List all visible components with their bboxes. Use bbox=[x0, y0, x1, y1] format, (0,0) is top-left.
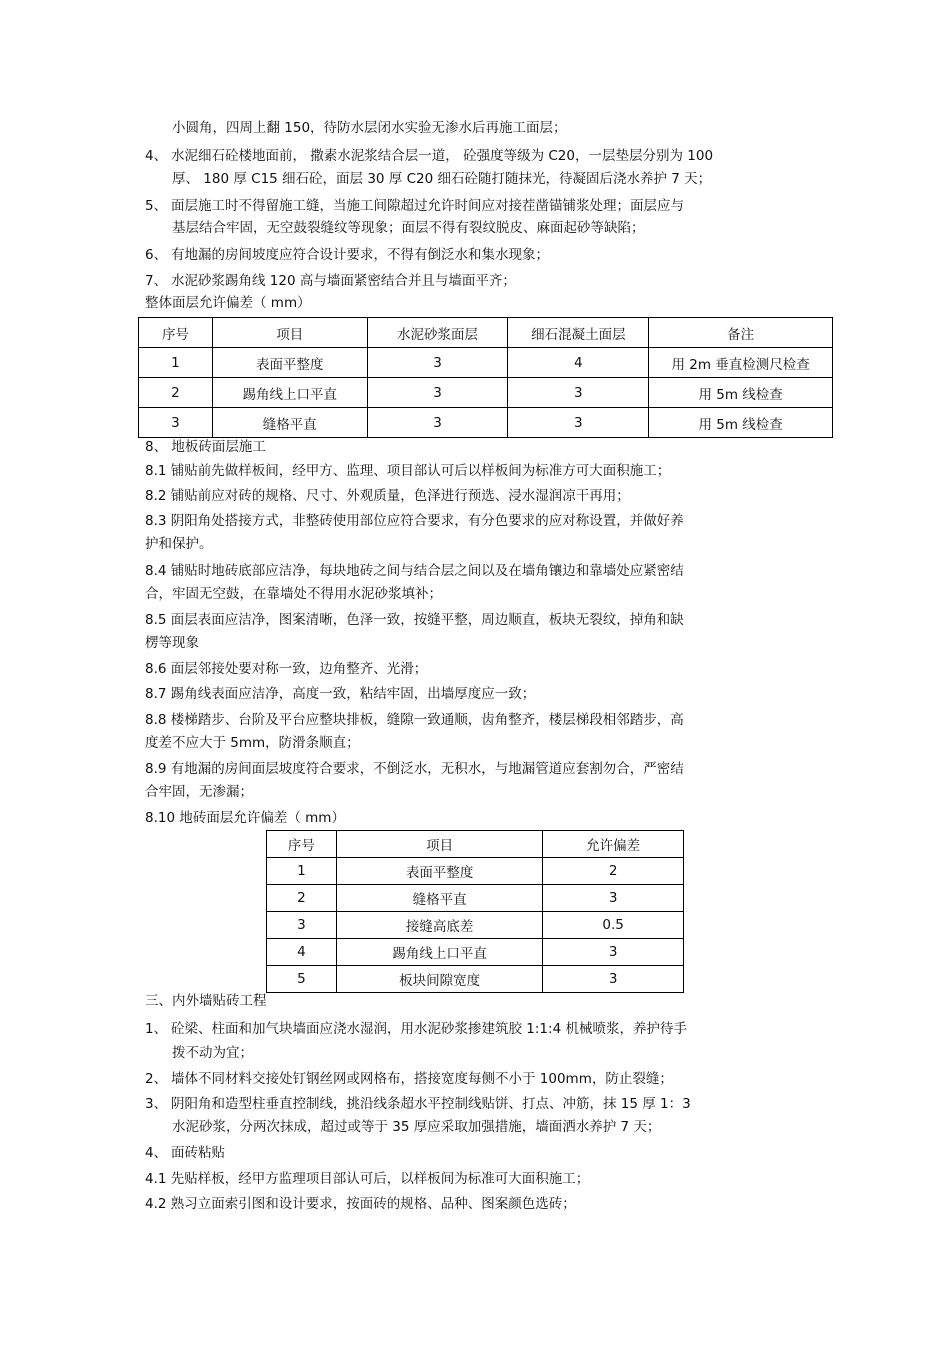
list-item bbox=[145, 1019, 687, 1039]
table-cell: 3 bbox=[543, 885, 684, 912]
paragraph-line: 合，牢固无空鼓，在靠墙处不得用水泥砂浆填补； bbox=[145, 586, 442, 602]
table-cell: 踢角线上口平直 bbox=[212, 378, 367, 408]
list-item bbox=[145, 146, 713, 166]
table-row bbox=[139, 378, 833, 408]
item-number: 4、 bbox=[145, 1145, 168, 1161]
table-cell: 5 bbox=[267, 966, 337, 993]
paragraph-line: 8.7 踢角线表面应洁净，高度一致，粘结牢固，出墙厚度应一致； bbox=[145, 686, 536, 702]
table-cell: 3 bbox=[139, 408, 213, 438]
paragraph-line: 4.2 熟习立面索引图和设计要求，按面砖的规格、品种、图案颜色选砖； bbox=[145, 1196, 576, 1212]
item-text-cont: 拨不动为宜； bbox=[172, 1045, 253, 1061]
item-number: 4、 bbox=[145, 148, 168, 164]
table-cell: 表面平整度 bbox=[336, 858, 542, 885]
table-cell: 缝格平直 bbox=[212, 408, 367, 438]
table-cell: 3 bbox=[543, 966, 684, 993]
paragraph-line: 护和保护。 bbox=[145, 536, 213, 552]
section-heading: 8、 地板砖面层施工 bbox=[145, 439, 266, 455]
table-cell: 2 bbox=[267, 885, 337, 912]
table-cell: 3 bbox=[543, 939, 684, 966]
section-heading: 三、内外墙贴砖工程 bbox=[145, 993, 267, 1009]
table-caption: 8.10 地砖面层允许偏差（ mm） bbox=[145, 810, 345, 826]
table-cell: 3 bbox=[367, 348, 508, 378]
item-text-cont: 基层结合牢固，无空鼓裂缝纹等现象；面层不得有裂纹脱皮、麻面起砂等缺陷； bbox=[172, 220, 645, 236]
table-row bbox=[139, 348, 833, 378]
item-text-cont: 厚、 180 厚 C15 细石砼，面层 30 厚 C20 细石砼随打随抹光，待凝固后浇水养护 7 天； bbox=[172, 171, 712, 187]
paragraph-line: 8.8 楼梯踏步、台阶及平台应整块排板，缝隙一致通顺，齿角整齐，楼层梯段相邻踏步，高 bbox=[145, 712, 684, 728]
table-cell: 3 bbox=[508, 408, 649, 438]
table-cell: 缝格平直 bbox=[336, 885, 542, 912]
table-cell: 4 bbox=[267, 939, 337, 966]
paragraph-line: 小圆角，四周上翻 150，待防水层闭水实验无渗水后再施工面层； bbox=[172, 120, 567, 136]
table-cell: 踢角线上口平直 bbox=[336, 939, 542, 966]
table-cell: 2 bbox=[543, 858, 684, 885]
table-cell: 3 bbox=[508, 378, 649, 408]
tolerance-table-1 bbox=[138, 317, 833, 438]
table-header-row bbox=[139, 318, 833, 348]
table-row bbox=[267, 966, 684, 993]
table-cell: 用 5m 线检查 bbox=[649, 378, 833, 408]
table-cell: 用 2m 垂直检测尺检查 bbox=[649, 348, 833, 378]
item-number: 1、 bbox=[145, 1021, 168, 1037]
table-row bbox=[267, 885, 684, 912]
table-row bbox=[267, 858, 684, 885]
table-cell: 1 bbox=[267, 858, 337, 885]
paragraph-line: 8.9 有地漏的房间面层坡度符合要求，不倒泛水，无积水，与地漏管道应套割勿合，严密结 bbox=[145, 761, 684, 777]
item-number: 5、 bbox=[145, 198, 168, 214]
header-cell: 项目 bbox=[212, 318, 367, 348]
tolerance-table-2 bbox=[266, 830, 684, 993]
item-text: 面层施工时不得留施工缝，当施工间隙超过允许时间应对接茬凿锚铺浆处理；面层应与 bbox=[171, 198, 684, 214]
header-cell: 序号 bbox=[139, 318, 213, 348]
item-number: 2、 bbox=[145, 1071, 168, 1087]
table-cell: 2 bbox=[139, 378, 213, 408]
item-text-cont: 水泥砂浆，分两次抹成，超过或等于 35 厚应采取加强措施，墙面洒水养护 7 天； bbox=[172, 1119, 661, 1135]
list-item bbox=[145, 245, 549, 265]
table-row bbox=[267, 912, 684, 939]
table-cell: 3 bbox=[267, 912, 337, 939]
item-text: 面砖粘贴 bbox=[171, 1145, 225, 1161]
table-cell: 4 bbox=[508, 348, 649, 378]
item-number: 7、 bbox=[145, 273, 168, 289]
header-cell: 细石混凝土面层 bbox=[508, 318, 649, 348]
table-cell: 3 bbox=[367, 408, 508, 438]
paragraph-line: 8.5 面层表面应洁净，图案清晰，色泽一致，按缝平整，周边顺直，板块无裂纹，掉角和缺 bbox=[145, 612, 684, 628]
item-text: 阴阳角和造型柱垂直控制线，挑沿线条超水平控制线贴饼、打点、冲筋，抹 15 厚 1：3 bbox=[171, 1096, 691, 1112]
paragraph-line: 8.6 面层邻接处要对称一致，边角整齐、光滑； bbox=[145, 661, 428, 677]
paragraph-line: 8.3 阴阳角处搭接方式，非整砖使用部位应符合要求，有分色要求的应对称设置，并做好养 bbox=[145, 513, 684, 529]
paragraph-line: 楞等现象 bbox=[145, 635, 199, 651]
table-cell: 表面平整度 bbox=[212, 348, 367, 378]
header-cell: 允许偏差 bbox=[543, 831, 684, 858]
table-cell: 3 bbox=[367, 378, 508, 408]
paragraph-line: 4.1 先贴样板，经甲方监理项目部认可后，以样板间为标准可大面积施工； bbox=[145, 1171, 590, 1187]
table-row bbox=[139, 408, 833, 438]
header-cell: 序号 bbox=[267, 831, 337, 858]
list-item bbox=[145, 1094, 691, 1114]
table-cell: 接缝高底差 bbox=[336, 912, 542, 939]
list-item bbox=[145, 196, 684, 216]
item-text: 墙体不同材料交接处钉钢丝网或网格布，搭接宽度每侧不小于 100mm，防止裂缝； bbox=[171, 1071, 673, 1087]
paragraph-line: 8.1 铺贴前先做样板间，经甲方、监理、项目部认可后以样板间为标准方可大面积施工； bbox=[145, 463, 671, 479]
item-number: 3、 bbox=[145, 1096, 168, 1112]
table-caption: 整体面层允许偏差（ mm） bbox=[145, 295, 311, 311]
item-text: 砼梁、柱面和加气块墙面应浇水湿润，用水泥砂浆掺建筑胶 1:1:4 机械喷浆，养护待手 bbox=[171, 1021, 687, 1037]
item-text: 有地漏的房间坡度应符合设计要求，不得有倒泛水和集水现象； bbox=[171, 247, 549, 263]
paragraph-line: 度差不应大于 5mm，防滑条顺直； bbox=[145, 735, 360, 751]
list-item bbox=[145, 1069, 673, 1089]
item-text: 水泥砂浆踢角线 120 高与墙面紧密结合并且与墙面平齐； bbox=[171, 273, 516, 289]
table-header-row bbox=[267, 831, 684, 858]
table-cell: 1 bbox=[139, 348, 213, 378]
item-text: 水泥细石砼楼地面前， 撒素水泥浆结合层一道， 砼强度等级为 C20，一层垫层分别为 100 bbox=[171, 148, 714, 164]
table-cell: 用 5m 线检查 bbox=[649, 408, 833, 438]
item-number: 6、 bbox=[145, 247, 168, 263]
paragraph-line: 合牢固，无渗漏； bbox=[145, 784, 253, 800]
table-cell: 0.5 bbox=[543, 912, 684, 939]
header-cell: 水泥砂浆面层 bbox=[367, 318, 508, 348]
list-item bbox=[145, 1143, 225, 1163]
table-cell: 板块间隙宽度 bbox=[336, 966, 542, 993]
table-row bbox=[267, 939, 684, 966]
header-cell: 备注 bbox=[649, 318, 833, 348]
paragraph-line: 8.4 铺贴时地砖底部应洁净，每块地砖之间与结合层之间以及在墙角镶边和靠墙处应紧密结 bbox=[145, 563, 684, 579]
paragraph-line: 8.2 铺贴前应对砖的规格、尺寸、外观质量，色泽进行预选、浸水湿润凉干再用； bbox=[145, 488, 630, 504]
header-cell: 项目 bbox=[336, 831, 542, 858]
list-item bbox=[145, 271, 516, 291]
